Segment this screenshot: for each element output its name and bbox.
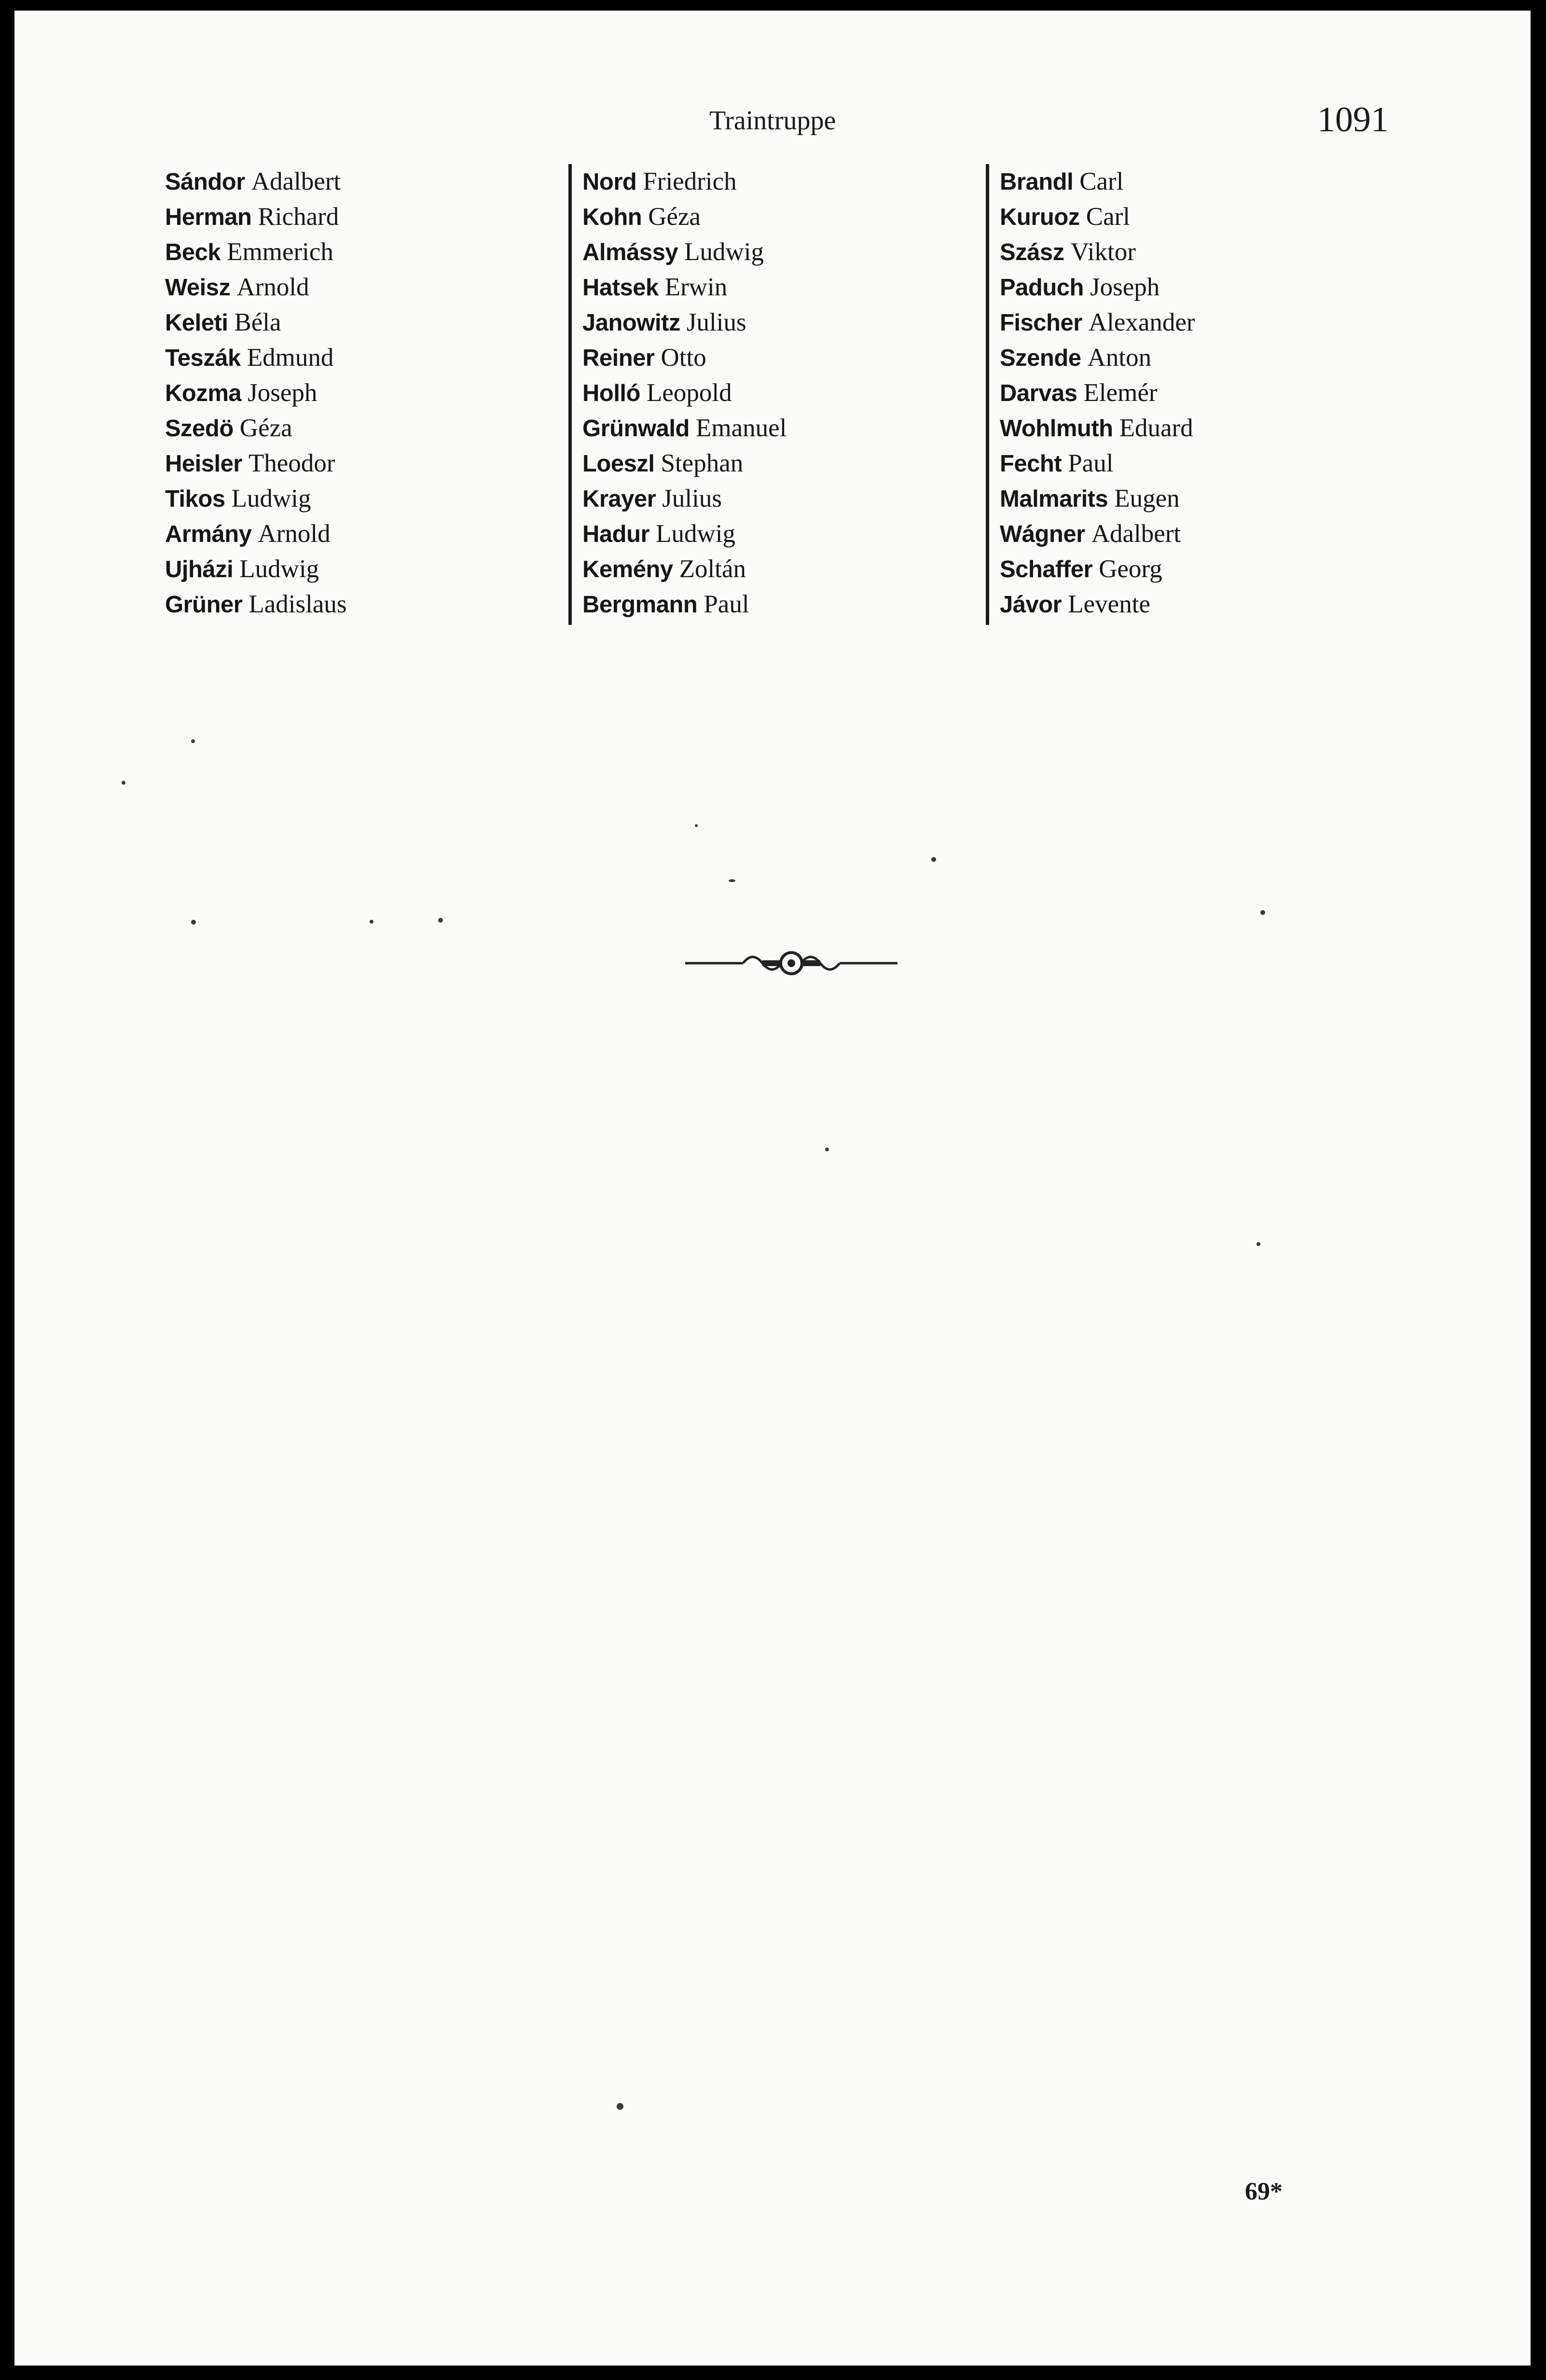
given-name: Friedrich — [643, 167, 737, 195]
surname: Keleti — [165, 310, 228, 336]
name-entry — [1000, 340, 1195, 375]
given-name: Viktor — [1070, 238, 1136, 266]
name-entry — [582, 552, 787, 587]
surname: Bergmann — [582, 592, 698, 618]
name-entry — [165, 481, 347, 516]
print-speck — [122, 781, 125, 785]
print-speck — [370, 920, 373, 924]
name-entry — [1000, 516, 1195, 552]
name-entry — [582, 199, 787, 235]
given-name: Zoltán — [679, 555, 746, 583]
given-name: Paul — [704, 590, 749, 618]
name-entry — [582, 270, 787, 305]
page-number: 1091 — [1317, 100, 1389, 139]
name-entry — [582, 516, 787, 552]
print-speck — [438, 918, 443, 923]
document-page — [14, 11, 1531, 2366]
given-name: Paul — [1068, 449, 1114, 477]
name-entry — [165, 305, 347, 340]
surname: Paduch — [1000, 275, 1084, 301]
name-column-1 — [165, 164, 347, 622]
name-entry — [165, 411, 347, 446]
given-name: Ludwig — [239, 555, 319, 583]
given-name: Elemér — [1083, 379, 1158, 407]
name-entry — [1000, 164, 1195, 199]
name-entry — [1000, 411, 1195, 446]
surname: Almássy — [582, 239, 678, 265]
name-entry — [582, 305, 787, 340]
name-entry — [1000, 305, 1195, 340]
print-speck — [617, 2103, 623, 2110]
name-entry — [165, 270, 347, 305]
surname: Heisler — [165, 451, 242, 477]
surname: Fecht — [1000, 451, 1062, 477]
surname: Herman — [165, 204, 252, 230]
given-name: Ludwig — [231, 484, 311, 512]
given-name: Georg — [1099, 555, 1162, 583]
page-heading: Traintruppe — [709, 106, 836, 136]
given-name: Eduard — [1119, 414, 1193, 442]
name-entry — [1000, 481, 1195, 516]
given-name: Ladislaus — [248, 590, 347, 618]
surname: Szász — [1000, 239, 1064, 265]
surname: Grüner — [165, 592, 243, 618]
given-name: Ludwig — [656, 520, 735, 548]
name-entry — [165, 164, 347, 199]
surname: Kozma — [165, 380, 242, 406]
name-entry — [1000, 587, 1195, 622]
given-name: Arnold — [236, 273, 309, 301]
name-entry — [165, 199, 347, 235]
print-speck — [1260, 910, 1265, 915]
name-entry — [165, 235, 347, 270]
given-name: Carl — [1079, 167, 1124, 195]
given-name: Géza — [239, 414, 292, 442]
surname: Beck — [165, 239, 221, 265]
name-entry — [582, 375, 787, 411]
given-name: Adalbert — [251, 167, 341, 195]
given-name: Otto — [661, 344, 706, 372]
name-column-3 — [986, 164, 1195, 625]
name-entry — [1000, 375, 1195, 411]
surname: Szende — [1000, 345, 1081, 371]
given-name: Géza — [648, 203, 701, 231]
name-entry — [582, 411, 787, 446]
surname: Teszák — [165, 345, 241, 371]
given-name: Eugen — [1114, 484, 1180, 512]
given-name: Anton — [1087, 344, 1152, 372]
surname: Janowitz — [582, 310, 680, 336]
name-entry — [165, 375, 347, 411]
surname: Szedö — [165, 415, 234, 442]
name-entry — [582, 481, 787, 516]
surname: Sándor — [165, 169, 245, 195]
name-column-2 — [568, 164, 787, 625]
given-name: Erwin — [664, 273, 728, 301]
surname: Weisz — [165, 275, 231, 301]
print-speck — [825, 1148, 829, 1151]
surname: Hadur — [582, 521, 650, 547]
given-name: Theodor — [248, 449, 335, 477]
surname: Malmarits — [1000, 486, 1108, 512]
name-entry — [165, 587, 347, 622]
given-name: Stephan — [661, 449, 744, 477]
print-speck — [931, 857, 936, 862]
name-entry — [1000, 199, 1195, 235]
given-name: Leopold — [646, 379, 732, 407]
name-entry — [1000, 446, 1195, 481]
name-entry — [1000, 270, 1195, 305]
surname: Ujházi — [165, 556, 234, 582]
print-speck — [191, 739, 195, 743]
given-name: Joseph — [1090, 273, 1160, 301]
given-name: Béla — [234, 308, 281, 336]
name-entry — [1000, 552, 1195, 587]
surname: Armány — [165, 521, 252, 547]
surname: Darvas — [1000, 380, 1077, 406]
surname: Tikos — [165, 486, 225, 512]
name-entry — [165, 340, 347, 375]
given-name: Levente — [1068, 590, 1150, 618]
surname: Krayer — [582, 486, 656, 512]
name-entry — [165, 552, 347, 587]
given-name: Emmerich — [227, 238, 333, 266]
surname: Grünwald — [582, 415, 690, 442]
given-name: Emanuel — [695, 414, 787, 442]
name-entry — [582, 587, 787, 622]
surname: Jávor — [1000, 592, 1062, 618]
surname: Schaffer — [1000, 556, 1093, 582]
surname: Hatsek — [582, 275, 659, 301]
name-entry — [1000, 235, 1195, 270]
surname: Brandl — [1000, 169, 1074, 195]
surname: Reiner — [582, 345, 655, 371]
surname: Fischer — [1000, 310, 1082, 336]
surname: Kuruoz — [1000, 204, 1080, 230]
surname: Kohn — [582, 204, 642, 230]
given-name: Julius — [686, 308, 746, 336]
name-entry — [582, 446, 787, 481]
surname: Loeszl — [582, 451, 655, 477]
given-name: Ludwig — [684, 238, 764, 266]
name-entry — [582, 340, 787, 375]
given-name: Julius — [662, 484, 722, 512]
print-speck — [191, 920, 196, 925]
given-name: Alexander — [1088, 308, 1195, 336]
print-speck — [1256, 1242, 1260, 1246]
name-entry — [165, 446, 347, 481]
given-name: Arnold — [258, 520, 331, 548]
surname: Holló — [582, 380, 640, 406]
print-speck — [695, 824, 698, 827]
given-name: Adalbert — [1091, 520, 1181, 548]
given-name: Edmund — [247, 344, 334, 372]
name-entry — [165, 516, 347, 552]
name-entry — [582, 164, 787, 199]
given-name: Joseph — [248, 379, 317, 407]
signature-mark: 69* — [1245, 2178, 1283, 2205]
surname: Wágner — [1000, 521, 1085, 547]
surname: Kemény — [582, 556, 673, 582]
given-name: Richard — [258, 203, 339, 231]
ornament-divider — [685, 941, 897, 984]
surname: Nord — [582, 169, 637, 195]
name-entry — [582, 235, 787, 270]
print-speck — [729, 879, 735, 882]
given-name: Carl — [1086, 203, 1130, 231]
surname: Wohlmuth — [1000, 415, 1113, 442]
